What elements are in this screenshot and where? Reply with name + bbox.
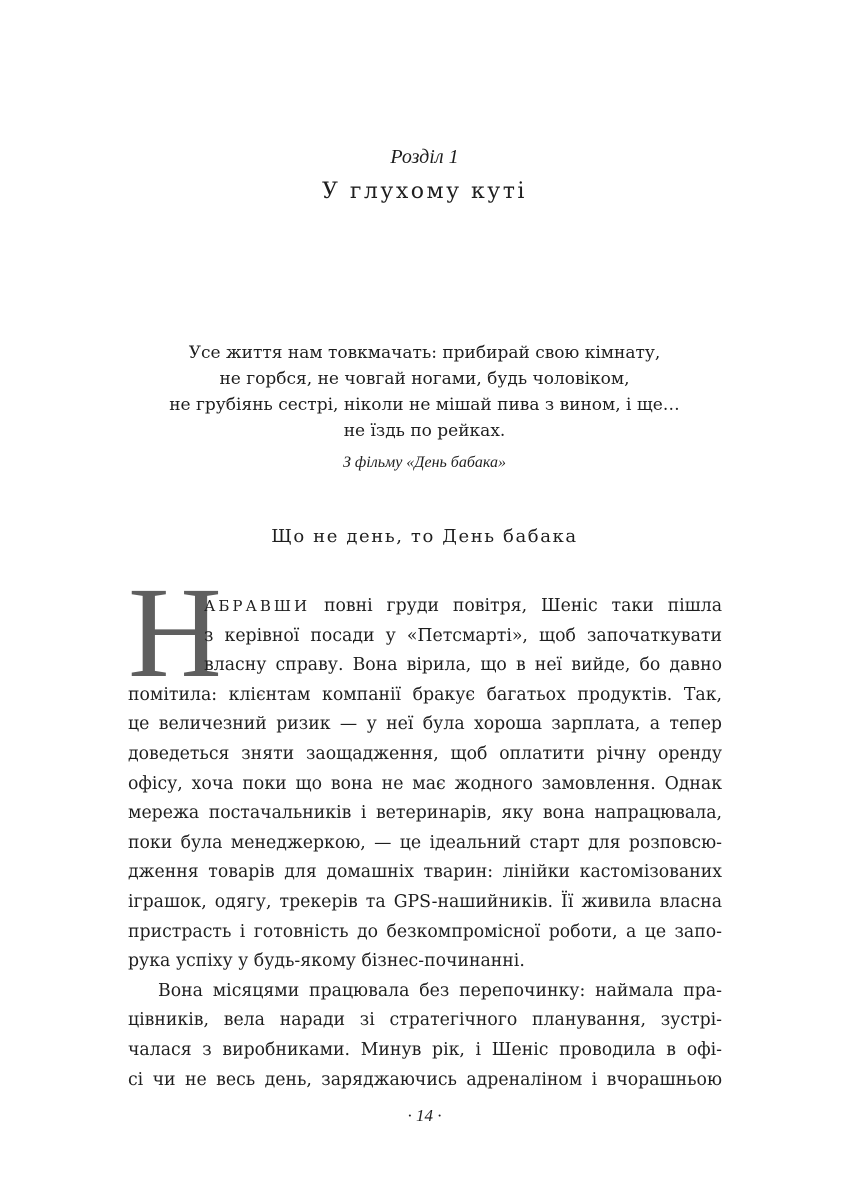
body-line: рука успіху у будь-якому бізнес-починанні. bbox=[128, 951, 525, 972]
epigraph-line: не горбся, не човгай ногами, будь чоловіком, bbox=[219, 369, 630, 389]
body-line: іграшок, одягу, трекерів та GPS-нашийників. Її живила власна bbox=[128, 891, 722, 912]
section-title: Що не день, то День бабака bbox=[271, 526, 578, 547]
lead-word: АБРАВШИ bbox=[204, 597, 311, 615]
chapter-title: У глухому куті bbox=[322, 179, 527, 204]
body-line: мережа постачальників і ветеринарів, яку вона напрацювала, bbox=[128, 803, 722, 824]
body-line: сі чи не весь день, заряджаючись адреналіном і вчорашньою bbox=[128, 1069, 722, 1090]
body-line: доведеться зняти заощадження, щоб оплатити річну оренду bbox=[128, 743, 722, 764]
body-line: з керівної посади у «Петсмарті», щоб започаткувати bbox=[204, 625, 722, 646]
chapter-label: Розділ 1 bbox=[390, 146, 459, 168]
drop-cap: Н bbox=[128, 561, 222, 705]
body-line: це величезний ризик — у неї була хороша зарплата, а тепер bbox=[128, 714, 722, 735]
epigraph-line: не грубіянь сестрі, ніколи не мішай пива з вином, і ще… bbox=[169, 395, 680, 415]
body-line: поки була менеджеркою, — це ідеальний старт для розповсю- bbox=[128, 832, 722, 853]
body-text bbox=[128, 592, 722, 1095]
line-rest: повні груди повітря, Шеніс таки пішла bbox=[310, 596, 722, 616]
body-line: цівників, вела наради зі стратегічного планування, зустрі- bbox=[128, 1010, 722, 1031]
epigraph-source: З фільму «День бабака» bbox=[343, 454, 506, 471]
epigraph bbox=[0, 340, 849, 474]
body-line: помітила: клієнтам компанії бракує багатьох продуктів. Так, bbox=[128, 684, 722, 705]
body-line: чалася з виробниками. Минув рік, і Шеніс проводила в офі- bbox=[128, 1039, 722, 1060]
body-line bbox=[128, 592, 722, 622]
epigraph-line: не їздь по рейках. bbox=[343, 421, 506, 441]
body-line: Вона місяцями працювала без перепочинку: наймала пра- bbox=[158, 980, 722, 1001]
body-line: власну справу. Вона вірила, що в неї вийде, бо давно bbox=[204, 655, 722, 676]
body-line: пристрасть і готовність до безкомпромісної роботи, а це запо- bbox=[128, 921, 722, 942]
body-line: дження товарів для домашніх тварин: лінійки кастомізованих bbox=[128, 862, 722, 883]
epigraph-line: Усе життя нам товкмачать: прибирай свою кімнату, bbox=[188, 343, 661, 363]
body-line: офісу, хоча поки що вона не має жодного замовлення. Однак bbox=[128, 773, 722, 794]
page-number: · 14 · bbox=[407, 1106, 442, 1125]
